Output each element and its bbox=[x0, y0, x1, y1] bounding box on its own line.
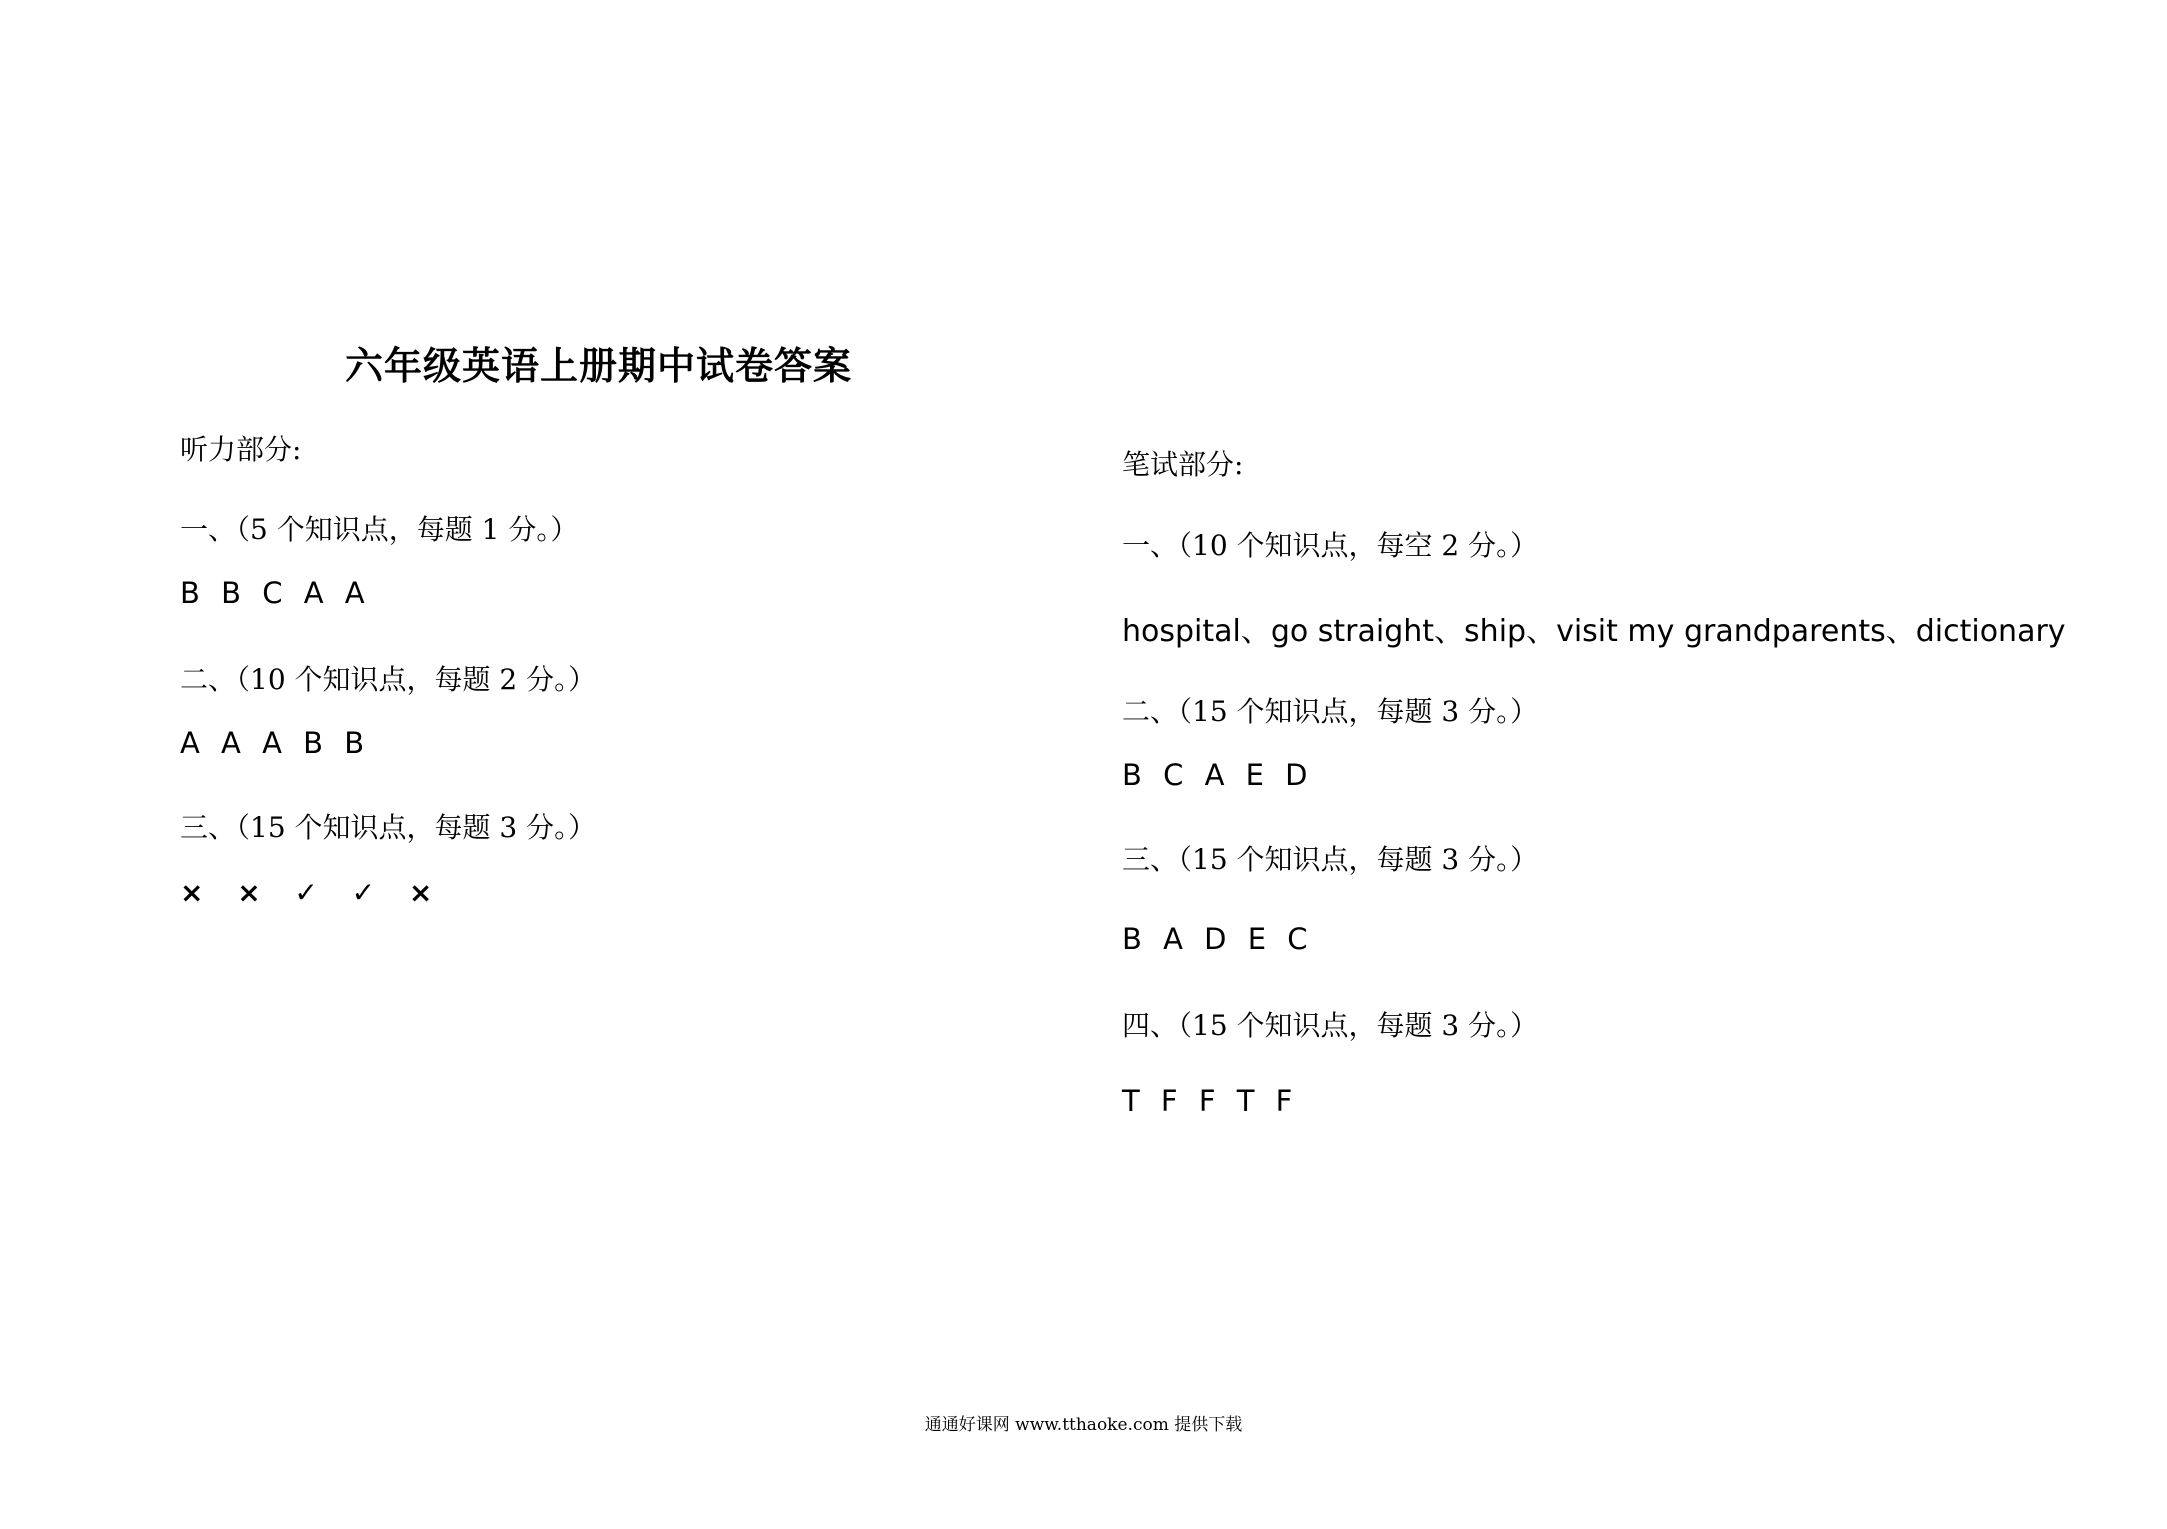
listening-section-2-answer: A A A B B bbox=[180, 726, 371, 760]
writing-section-3-answer: B A D E C bbox=[1122, 922, 1314, 956]
listening-section-2-label: 二、（10 个知识点，每题 2 分。） bbox=[180, 663, 597, 696]
listening-section-1-answer: B B C A A bbox=[180, 576, 371, 610]
page-title: 六年级英语上册期中试卷答案 bbox=[345, 343, 853, 388]
listening-section-3-label: 三、（15 个知识点，每题 3 分。） bbox=[180, 811, 597, 844]
writing-section-2-label: 二、（15 个知识点，每题 3 分。） bbox=[1122, 695, 1539, 728]
listening-section-1-label: 一、（5 个知识点，每题 1 分。） bbox=[180, 513, 579, 546]
writing-section-4-answer: T F F T F bbox=[1122, 1084, 1299, 1118]
writing-heading: 笔试部分: bbox=[1122, 448, 1244, 481]
writing-section-4-label: 四、（15 个知识点，每题 3 分。） bbox=[1122, 1009, 1539, 1042]
listening-heading: 听力部分: bbox=[180, 433, 302, 466]
page-footer: 通通好课网 www.tthaoke.com 提供下载 bbox=[924, 1415, 1243, 1435]
writing-section-2-answer: B C A E D bbox=[1122, 758, 1314, 792]
writing-section-3-label: 三、（15 个知识点，每题 3 分。） bbox=[1122, 843, 1539, 876]
writing-section-1-answer: hospital、go straight、ship、visit my grandparents、dictionary bbox=[1122, 614, 2066, 649]
writing-section-1-label: 一、（10 个知识点，每空 2 分。） bbox=[1122, 529, 1539, 562]
listening-section-3-answer: × × ✓ ✓ × bbox=[180, 876, 445, 909]
